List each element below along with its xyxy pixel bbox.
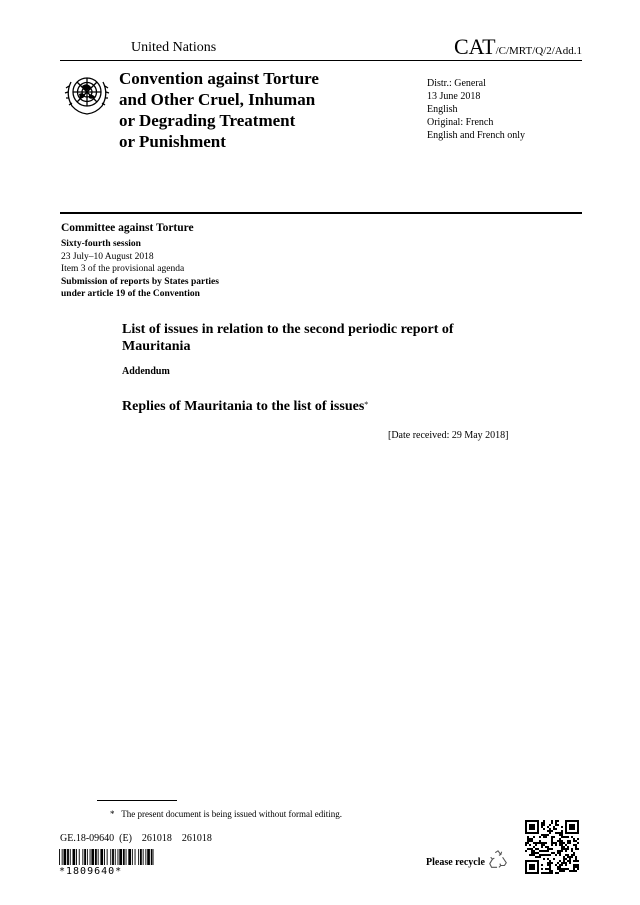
document-title-line: List of issues in relation to the second periodic report of [122,322,454,337]
document-symbol [454,34,582,60]
submission-line: under article 19 of the Convention [61,289,200,299]
session-dates: 23 July–10 August 2018 [61,251,154,262]
qr-code-icon [525,820,579,874]
convention-title-line: or Punishment [119,132,226,151]
session-block [61,238,219,301]
recycle-label: Please recycle [426,857,485,868]
un-emblem-icon [62,68,112,118]
convention-title-line: Convention against Torture [119,69,319,88]
footnote-reference[interactable]: * [364,400,369,409]
date-received: [Date received: 29 May 2018] [388,430,509,441]
replies-title-text: Replies of Mauritania to the list of issues [122,399,365,414]
footnote-rule [97,800,177,801]
distribution-block [427,77,525,142]
replies-title [122,399,368,415]
session-name: Sixty-fourth session [61,239,141,249]
document-title-line: Mauritania [122,339,191,354]
convention-title-line: or Degrading Treatment [119,111,296,130]
footnote-marker: * [110,809,115,819]
footnote-text: The present document is being issued without formal editing. [121,809,342,819]
document-language: English [427,104,458,115]
addendum-label: Addendum [122,366,170,377]
barcode-icon [59,849,154,865]
ge-number: GE.18-09640 (E) 261018 261018 [60,833,212,844]
committee-name: Committee against Torture [61,222,194,234]
recycle-icon [487,849,509,871]
issue-date: 13 June 2018 [427,91,481,102]
document-title [122,321,522,355]
available-languages: English and French only [427,130,526,141]
footnote [110,809,342,819]
original-language: Original: French [427,117,494,128]
barcode-digits: *1809640* [59,866,123,877]
symbol-main: CAT [454,34,496,59]
distribution-type: Distr.: General [427,78,486,89]
section-rule [60,212,582,214]
organization-name: United Nations [131,40,217,55]
convention-title [119,68,389,152]
convention-title-line: and Other Cruel, Inhuman [119,90,316,109]
header-rule [60,60,582,61]
submission-line: Submission of reports by States parties [61,276,219,287]
agenda-item: Item 3 of the provisional agenda [61,264,185,274]
symbol-suffix: /C/MRT/Q/2/Add.1 [495,45,582,57]
